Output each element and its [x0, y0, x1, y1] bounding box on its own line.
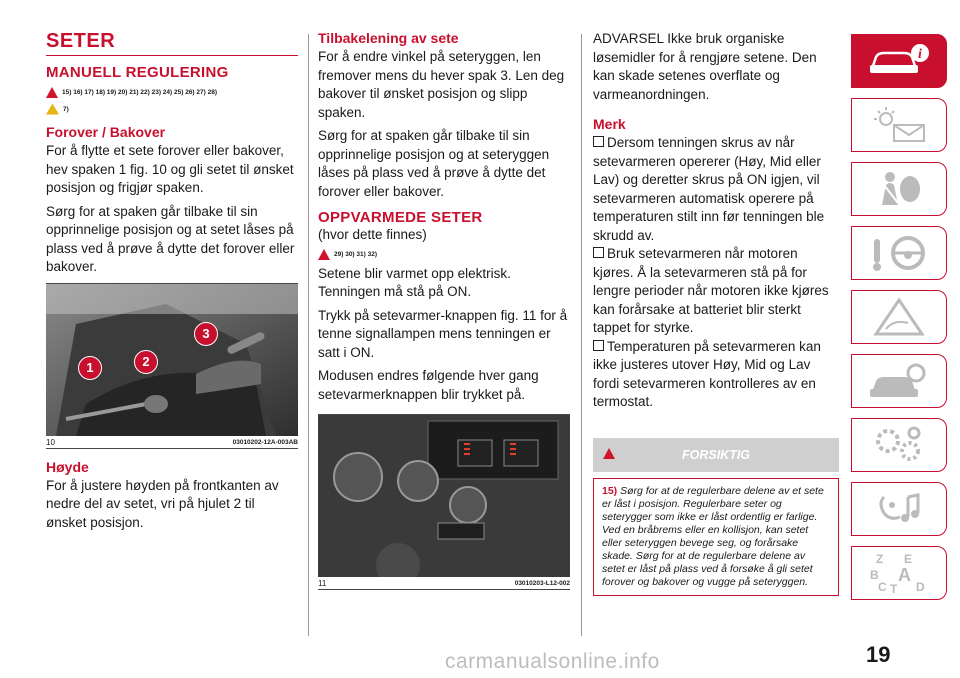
paragraph: Modusen endres følgende hver gang setevarmerknappen blir trykket på. [318, 368, 539, 402]
merk-item-text: Dersom tenningen skrus av når setevarmeren opererer (Høy, Mid eller Lav) og deretter skrus på ON igjen, vil setevarmeren automatisk operere på temperaturen stilt inn før tenningen ble skrudd av. [593, 135, 825, 243]
paragraph: Trykk på setevarmer-knappen fig. 11 for å tenne signallampen mens tenningen er satt i ON. [318, 307, 568, 360]
tab-index-letter: D [916, 580, 925, 594]
figure-caption [318, 579, 570, 590]
svg-text:i: i [918, 47, 922, 62]
checkbox-bullet-icon [593, 247, 604, 258]
steering-wheel-icon [864, 233, 934, 273]
figure-11 [318, 414, 570, 590]
index-icon [864, 551, 934, 595]
tab-index-letter: Z [876, 552, 884, 566]
note-refs[interactable]: 7) [63, 105, 69, 113]
chapter-tabs [851, 34, 947, 610]
callout-2: 2 [134, 350, 158, 374]
checkbox-bullet-icon [593, 136, 604, 147]
tab-emergency[interactable] [851, 290, 947, 344]
tab-index[interactable] [851, 546, 947, 600]
warning-refs[interactable]: 15) 16) 17) 18) 19) 20) 21) 22) 23) 24) 25) 26) 27) 28) [62, 88, 218, 96]
column-2 [318, 30, 570, 590]
caution-body: Sørg for at de regulerbare delene av et sete er låst i posisjon. Regulerbare seter og seterygger som ikke er låst ordentlig er farlige. Ved en bråbrems eller en kollisjon, kan setet eller seteryggen bevege seg, og forårsake skade. Sørg for at de regulerbare delene av setet er låst på plass ved å forsøke å gli setet forover og bakover og vugge på seteryggen. [602, 484, 824, 588]
column-3 [593, 30, 839, 596]
note-oil-icon [46, 104, 59, 115]
callout-1: 1 [78, 356, 102, 380]
column-divider-1 [308, 34, 309, 636]
merk-item-text: Bruk setevarmeren når motoren kjøres. Å la setevarmeren stå på for lengre perioder når motoren ikke kjøres kan forårsake at batteriet blir sterkt tappet for styrke. [593, 246, 829, 335]
page-heading: SETER [46, 30, 298, 56]
tab-index-letter: E [904, 552, 913, 566]
dashboard-photo [318, 415, 570, 577]
tab-warning-lights[interactable] [851, 98, 947, 152]
column-divider-2 [581, 34, 582, 636]
merk-title: Merk [593, 116, 626, 132]
paragraph: For å flytte et sete forover eller bakover, hev spaken 1 fig. 10 og gli setet til ønsket posisjon og frigjør spaken. [46, 143, 294, 195]
caution-number: 15) [602, 484, 618, 497]
paragraph: Sørg for at spaken går tilbake til sin opprinnelige posisjon og at seteryggen låses på plass ved å prøve å dytte det forover eller bakover. [318, 128, 550, 199]
seat-photo [46, 284, 298, 436]
car-info-icon [864, 43, 934, 79]
merk-item-text: Temperaturen på setevarmeren kan ikke justeres utover Høy, Mid og Lav fordi setevarmeren kontrolleres av en termostat. [593, 338, 821, 409]
figure-number: 10 [46, 437, 55, 447]
warning-refs-row [318, 248, 570, 262]
page-number: 19 [866, 642, 891, 667]
figure-number: 11 [318, 579, 327, 588]
heater-illustration [318, 415, 570, 577]
column-1 [46, 30, 298, 537]
merk-item-2 [593, 245, 839, 338]
checkbox-bullet-icon [593, 340, 604, 351]
emergency-triangle-icon [864, 297, 934, 337]
section-title-heated: OPPVARMEDE SETER [318, 209, 483, 226]
subsection-recline: Tilbakelening av sete [318, 30, 459, 46]
figure-caption [46, 438, 298, 449]
figure-code: 03010202-12A-003AB [232, 438, 298, 446]
caution-text [602, 485, 830, 589]
warning-triangle-icon [46, 87, 58, 98]
caution-header [593, 438, 839, 472]
section-title-manual: MANUELL REGULERING [46, 64, 229, 81]
caution-box [593, 478, 839, 596]
figure-code: 03010203-L12-002 [514, 580, 570, 587]
subsection-forward: Forover / Bakover [46, 124, 166, 140]
paragraph: Sørg for at spaken går tilbake til sin opprinnelige posisjon og at setet låses på plass ved å prøve å dytte det forover eller bakover. [46, 203, 295, 274]
tab-airbag-seatbelt[interactable] [851, 162, 947, 216]
paragraph: Setene blir varmet opp elektrisk. Tenningen må stå på ON. [318, 265, 511, 299]
watermark: carmanualsonline.info [445, 650, 660, 673]
multimedia-icon [864, 489, 934, 529]
warning-refs[interactable]: 29) 30) 31) 32) [334, 251, 377, 258]
note-refs-row [46, 102, 298, 116]
tab-index-letter: A [898, 565, 911, 585]
callout-3: 3 [194, 322, 218, 346]
car-maintenance-icon [864, 361, 934, 401]
section-subtitle: (hvor dette finnes) [318, 227, 427, 242]
tab-multimedia[interactable] [851, 482, 947, 536]
merk-item-3 [593, 338, 839, 412]
tab-index-letter: B [870, 568, 879, 582]
tab-index-letter: T [890, 582, 898, 595]
merk-item-1 [593, 134, 839, 245]
subsection-height: Høyde [46, 458, 89, 475]
tab-steering[interactable] [851, 226, 947, 280]
warning-triangle-icon [318, 249, 330, 260]
figure-10 [46, 283, 298, 449]
tab-car-info[interactable] [851, 34, 947, 88]
advarsel-paragraph: ADVARSEL Ikke bruk organiske løsemidler for å rengjøre setene. Den kan skade setenes overflate og varmeanordningen. [593, 31, 817, 102]
tab-technical-data[interactable] [851, 418, 947, 472]
technical-data-icon [864, 425, 934, 465]
tab-maintenance[interactable] [851, 354, 947, 408]
warning-lights-icon [864, 105, 934, 145]
paragraph: For å endre vinkel på seteryggen, len fremover mens du hever spak 3. Len deg bakover til ønsket posisjon og slipp spaken. [318, 49, 565, 120]
warning-refs-row [46, 85, 298, 99]
tab-index-letter: C [878, 580, 887, 594]
airbag-seatbelt-icon [864, 169, 934, 209]
caution-title: FORSIKTIG [681, 447, 751, 462]
paragraph: For å justere høyden på frontkanten av nedre del av setet, vri på hjulet 2 til ønsket posisjon. [46, 477, 279, 530]
